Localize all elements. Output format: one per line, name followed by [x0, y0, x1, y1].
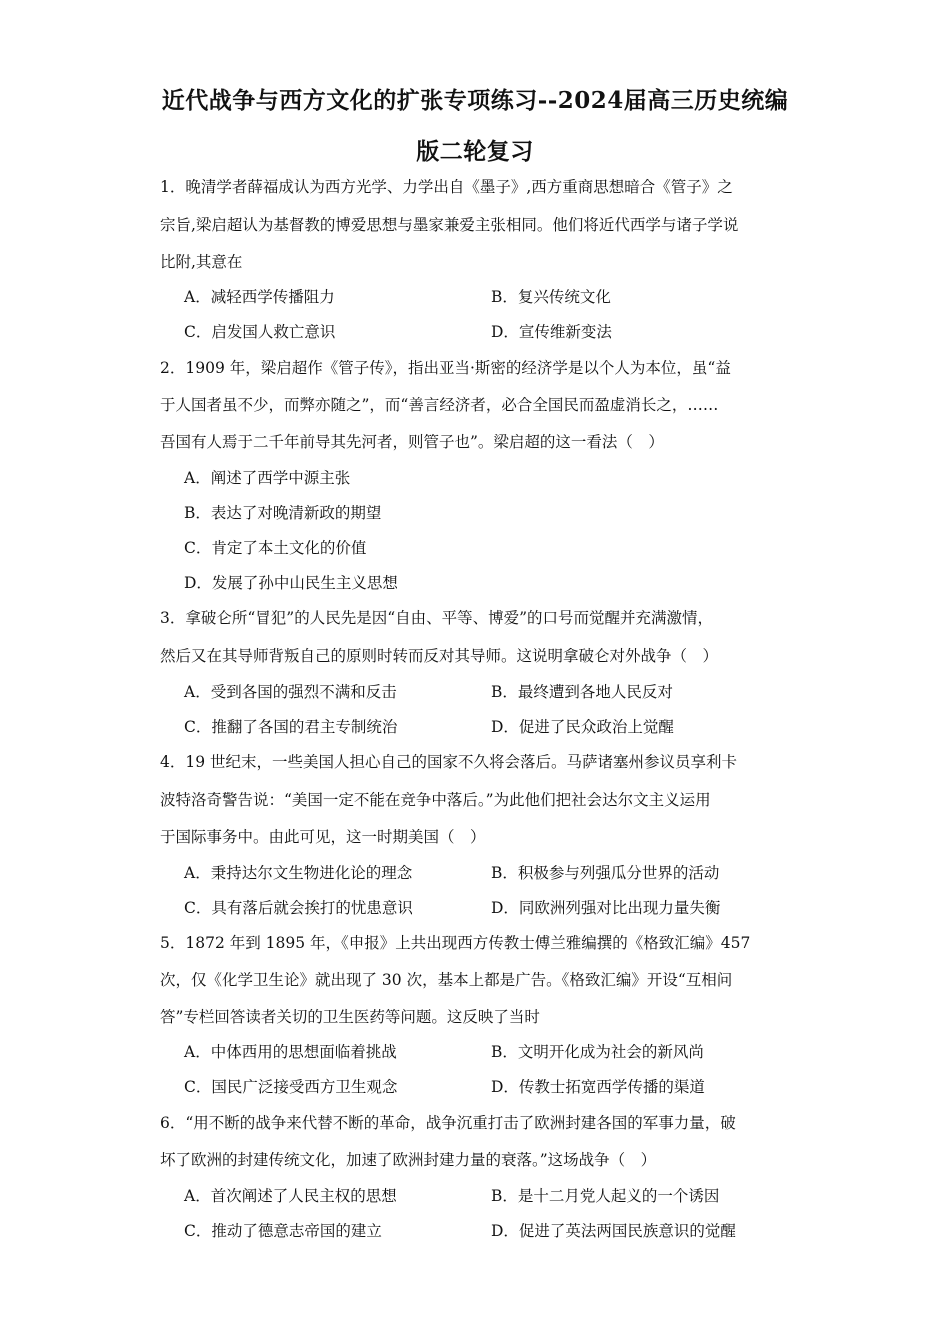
- option-a: A．减轻西学传播阻力: [184, 288, 335, 306]
- option-a: A．中体西用的思想面临着挑战: [184, 1043, 397, 1061]
- question-stem-line: 答”专栏回答读者关切的卫生医药等问题。这反映了当时: [160, 1008, 540, 1026]
- option-c: C．启发国人救亡意识: [184, 323, 336, 341]
- option-d: D．宣传维新变法: [491, 323, 612, 341]
- option-b: B．最终遭到各地人民反对: [491, 683, 673, 701]
- question-stem-line: 4．19 世纪末，一些美国人担心自己的国家不久将会落后。马萨诸塞州参议员享利卡: [160, 753, 738, 771]
- option-c: C．推动了德意志帝国的建立: [184, 1222, 382, 1240]
- document-title-line-1: 近代战争与西方文化的扩张专项练习--2024届高三历史统编: [161, 87, 789, 114]
- option-d: D．同欧洲列强对比出现力量失衡: [491, 899, 721, 917]
- option-c: C．推翻了各国的君主专制统治: [184, 718, 398, 736]
- option-a: A．阐述了西学中源主张: [184, 469, 351, 487]
- question-stem-line: 于人国者虽不少，而弊亦随之”，而“善言经济者，必合全国民而盈虚消长之，……: [160, 396, 719, 414]
- option-b: B．复兴传统文化: [491, 288, 611, 306]
- option-b: B．是十二月党人起义的一个诱因: [491, 1187, 720, 1205]
- option-b: B．表达了对晚清新政的期望: [184, 504, 382, 522]
- option-d: D．发展了孙中山民生主义思想: [184, 574, 398, 592]
- question-stem-line: 2．1909 年，梁启超作《管子传》，指出亚当·斯密的经济学是以个人为本位，虽“益: [160, 359, 731, 377]
- option-a: A．秉持达尔文生物进化论的理念: [184, 864, 413, 882]
- question-stem-line: 吾国有人焉于二千年前导其先河者，则管子也”。梁启超的这一看法（ ）: [160, 433, 664, 451]
- option-a: A．受到各国的强烈不满和反击: [184, 683, 397, 701]
- option-d: D．促进了英法两国民族意识的觉醒: [491, 1222, 736, 1240]
- question-stem-line: 波特洛奇警告说：“美国一定不能在竞争中落后。”为此他们把社会达尔文主义运用: [160, 791, 711, 809]
- question-stem-line: 然后又在其导师背叛自己的原则时转而反对其导师。这说明拿破仑对外战争（ ）: [160, 647, 719, 665]
- question-stem-line: 于国际事务中。由此可见，这一时期美国（ ）: [160, 828, 486, 846]
- question-stem-line: 坏了欧洲的封建传统文化，加速了欧洲封建力量的衰落。”这场战争（ ）: [160, 1151, 657, 1169]
- option-c: C．肯定了本土文化的价值: [184, 539, 367, 557]
- option-c: C．国民广泛接受西方卫生观念: [184, 1078, 398, 1096]
- question-stem-line: 宗旨,梁启超认为基督教的博爱思想与墨家兼爱主张相同。他们将近代西学与诸子学说: [160, 216, 739, 234]
- question-stem-line: 3．拿破仑所“冒犯”的人民先是因“自由、平等、博爱”的口号而觉醒并充满激情，: [160, 609, 714, 627]
- document-title-line-2: 版二轮复习: [416, 138, 534, 165]
- option-c: C．具有落后就会挨打的忧患意识: [184, 899, 413, 917]
- option-d: D．传教士拓宽西学传播的渠道: [491, 1078, 705, 1096]
- question-stem-line: 5．1872 年到 1895 年，《申报》上共出现西方传教士傅兰雅编撰的《格致汇编》457: [160, 934, 751, 952]
- question-stem-line: 1．晚清学者薛福成认为西方光学、力学出自《墨子》,西方重商思想暗合《管子》之: [160, 178, 733, 196]
- option-b: B．积极参与列强瓜分世界的活动: [491, 864, 720, 882]
- option-a: A．首次阐述了人民主权的思想: [184, 1187, 397, 1205]
- question-stem-line: 次，仅《化学卫生论》就出现了 30 次，基本上都是广告。《格致汇编》开设“互相问: [160, 971, 733, 989]
- question-stem-line: 6．“用不断的战争来代替不断的革命，战争沉重打击了欧洲封建各国的军事力量，破: [160, 1114, 736, 1132]
- option-d: D．促进了民众政治上觉醒: [491, 718, 674, 736]
- option-b: B．文明开化成为社会的新风尚: [491, 1043, 704, 1061]
- question-stem-line: 比附,其意在: [160, 253, 243, 271]
